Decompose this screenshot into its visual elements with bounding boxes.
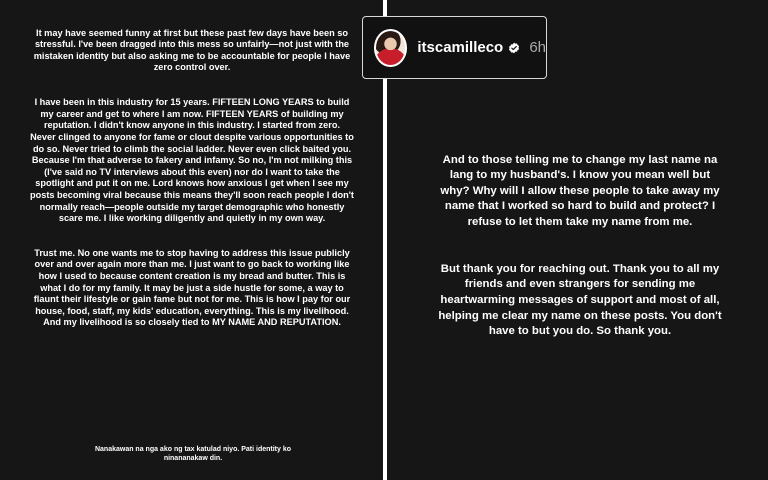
post-time: 6h [529, 39, 546, 56]
right-story-text [437, 137, 723, 371]
left-paragraph-3: Trust me. No one wants me to stop having to address this issue publicly over and over again more than me. I just want to go back to working like how I used to because content creation is my bread and butter. This is what I do for my family. It may be just a side hustle for some, a way to flaunt their lifestyle or gain fame but not for me. This is how I pay for our house, food, staff, my kids' education, everything. This is my livelihood. And my livelihood is so closely tied to MY NAME AND REPUTATION. [33, 247, 351, 328]
left-paragraph-2: I have been in this industry for 15 years. FIFTEEN LONG YEARS to build my career and get to where I am now. FIFTEEN YEARS of building my reputation. I didn't know anyone in this industry. I started from zero. Never clinged to anyone for fame or clout despite various opportunities to do so. Never tried to climb the social ladder. Never even click baited you. Because I'm that adverse to fakery and infamy. So no, I'm not milking this (I've said no TV interviews about this even) nor do I want to take the spotlight and put it on me. Lord knows how anxious I get when I see my posts becoming viral because this means they'll soon reach people I don't normally reach—people outside my target demographic who honestly scare me. I like working diligently and quietly in my own way. [30, 97, 354, 224]
verified-badge-icon [508, 41, 520, 55]
story-profile-header[interactable] [362, 16, 547, 79]
left-story-text [30, 16, 354, 352]
username[interactable]: itscamilleco [417, 39, 504, 56]
avatar[interactable] [374, 29, 407, 67]
right-paragraph-2: But thank you for reaching out. Thank you to all my friends and even strangers for sending me heartwarming messages of support and most of all, helping me clear my name on these posts. You don't have to but you do. So thank you. [438, 262, 722, 338]
left-story-footnote: Nanakawan na nga ako ng tax katulad niyo. Pati identity ko ninananakaw din. [94, 446, 292, 462]
right-paragraph-1: And to those telling me to change my last name na lang to my husband's. I know you mean well but why? Why will I allow these people to take away my name that I worked so hard to build and protect? I refuse to let them take my name from me. [440, 153, 720, 228]
left-paragraph-1: It may have seemed funny at first but these past few days have been so stressful. I've been dragged into this mess so unfairly—not just with the mistaken identity but also asking me to be accountable for people I have zero control over. [33, 27, 351, 73]
left-story-panel [0, 0, 383, 480]
